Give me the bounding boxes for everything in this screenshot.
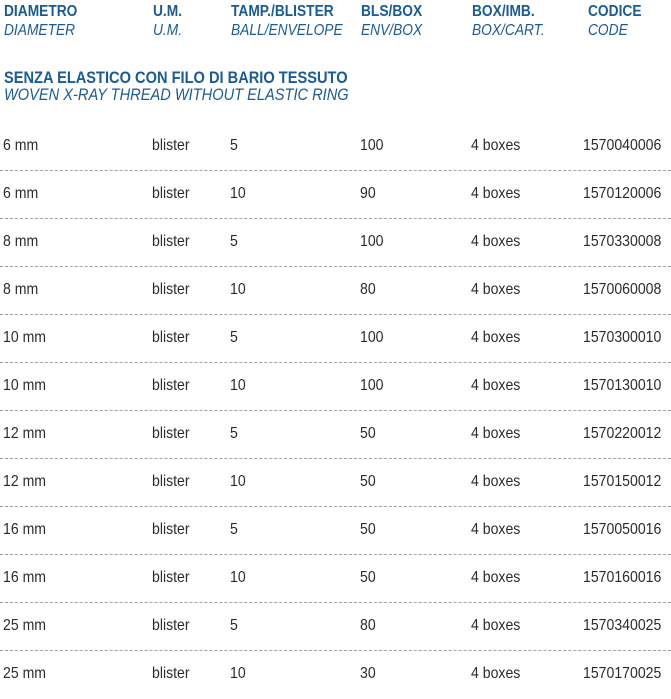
cell-box-cart: 4 boxes: [471, 569, 521, 586]
cell-env-box: 30: [360, 665, 376, 682]
cell-box-cart: 4 boxes: [471, 233, 521, 250]
header-box-cart: [472, 2, 556, 40]
cell-code: 1570050016: [583, 521, 662, 538]
cell-box-cart: 4 boxes: [471, 281, 521, 298]
cell-diameter: 16 mm: [3, 521, 47, 538]
cell-ball-envelope: 5: [230, 521, 238, 538]
table-row: [0, 267, 671, 315]
cell-box-cart: 4 boxes: [471, 425, 521, 442]
cell-diameter: 6 mm: [3, 185, 39, 202]
cell-env-box: 80: [360, 281, 376, 298]
cell-box-cart: 4 boxes: [471, 617, 521, 634]
cell-ball-envelope: 10: [230, 473, 246, 490]
cell-box-cart: 4 boxes: [471, 185, 521, 202]
cell-env-box: 50: [360, 473, 376, 490]
cell-box-cart: 4 boxes: [471, 329, 521, 346]
cell-box-cart: 4 boxes: [471, 473, 521, 490]
cell-unit: blister: [152, 185, 190, 202]
header-label-en: DIAMETER: [4, 22, 76, 39]
header-unit: [153, 2, 187, 40]
cell-diameter: 6 mm: [3, 137, 39, 154]
cell-diameter: 25 mm: [3, 617, 47, 634]
cell-code: 1570150012: [583, 473, 662, 490]
table-row: [0, 123, 671, 171]
cell-code: 1570300010: [583, 329, 662, 346]
cell-unit: blister: [152, 137, 190, 154]
cell-diameter: 16 mm: [3, 569, 47, 586]
cell-unit: blister: [152, 377, 190, 394]
cell-ball-envelope: 5: [230, 233, 238, 250]
cell-diameter: 8 mm: [3, 281, 39, 298]
cell-unit: blister: [152, 425, 190, 442]
cell-box-cart: 4 boxes: [471, 521, 521, 538]
header-diameter: [4, 2, 89, 40]
header-label-it: DIAMETRO: [4, 3, 78, 20]
cell-code: 1570130010: [583, 377, 662, 394]
cell-code: 1570120006: [583, 185, 662, 202]
cell-env-box: 100: [360, 233, 384, 250]
cell-box-cart: 4 boxes: [471, 665, 521, 682]
cell-env-box: 100: [360, 329, 384, 346]
header-label-en: U.M.: [153, 22, 183, 39]
cell-env-box: 80: [360, 617, 376, 634]
header-env-box: [361, 2, 432, 40]
header-label-it: CODICE: [588, 3, 642, 20]
product-table: [0, 123, 671, 699]
table-row: [0, 411, 671, 459]
table-row: [0, 363, 671, 411]
cell-unit: blister: [152, 281, 190, 298]
table-row: [0, 507, 671, 555]
header-label-it: BOX/IMB.: [472, 3, 535, 20]
cell-env-box: 50: [360, 521, 376, 538]
cell-unit: blister: [152, 233, 190, 250]
cell-ball-envelope: 10: [230, 569, 246, 586]
cell-code: 1570160016: [583, 569, 662, 586]
cell-diameter: 8 mm: [3, 233, 39, 250]
cell-box-cart: 4 boxes: [471, 137, 521, 154]
cell-code: 1570220012: [583, 425, 662, 442]
cell-diameter: 10 mm: [3, 329, 47, 346]
cell-ball-envelope: 5: [230, 329, 238, 346]
header-label-it: TAMP./BLISTER: [231, 3, 334, 20]
header-label-en: ENV/BOX: [361, 22, 423, 39]
header-label-it: BLS/BOX: [361, 3, 423, 20]
cell-ball-envelope: 5: [230, 137, 238, 154]
cell-env-box: 90: [360, 185, 376, 202]
cell-ball-envelope: 10: [230, 185, 246, 202]
table-header: [0, 2, 671, 42]
table-row: [0, 603, 671, 651]
table-row: [0, 555, 671, 603]
cell-unit: blister: [152, 569, 190, 586]
section-title: [4, 69, 405, 103]
cell-code: 1570040006: [583, 137, 662, 154]
header-label-it: U.M.: [153, 3, 183, 20]
cell-ball-envelope: 5: [230, 617, 238, 634]
cell-ball-envelope: 10: [230, 377, 246, 394]
cell-box-cart: 4 boxes: [471, 377, 521, 394]
table-row: [0, 459, 671, 507]
table-row: [0, 171, 671, 219]
cell-unit: blister: [152, 617, 190, 634]
cell-unit: blister: [152, 329, 190, 346]
cell-diameter: 12 mm: [3, 473, 47, 490]
cell-unit: blister: [152, 521, 190, 538]
cell-code: 1570170025: [583, 665, 662, 682]
cell-ball-envelope: 10: [230, 281, 246, 298]
section-title-it: SENZA ELASTICO CON FILO DI BARIO TESSUTO: [4, 68, 348, 87]
header-code: [588, 2, 650, 40]
cell-unit: blister: [152, 665, 190, 682]
cell-diameter: 10 mm: [3, 377, 47, 394]
cell-env-box: 100: [360, 377, 384, 394]
cell-env-box: 100: [360, 137, 384, 154]
table-row: [0, 315, 671, 363]
header-ball-envelope: [231, 2, 361, 40]
cell-env-box: 50: [360, 425, 376, 442]
section-title-en: WOVEN X-RAY THREAD WITHOUT ELASTIC RING: [4, 85, 349, 104]
cell-code: 1570060008: [583, 281, 662, 298]
cell-ball-envelope: 5: [230, 425, 238, 442]
table-row: [0, 219, 671, 267]
cell-ball-envelope: 10: [230, 665, 246, 682]
header-label-en: CODE: [588, 22, 628, 39]
cell-diameter: 12 mm: [3, 425, 47, 442]
cell-code: 1570340025: [583, 617, 662, 634]
cell-env-box: 50: [360, 569, 376, 586]
header-label-en: BALL/ENVELOPE: [231, 22, 343, 39]
cell-diameter: 25 mm: [3, 665, 47, 682]
header-label-en: BOX/CART.: [472, 22, 545, 39]
cell-unit: blister: [152, 473, 190, 490]
cell-code: 1570330008: [583, 233, 662, 250]
